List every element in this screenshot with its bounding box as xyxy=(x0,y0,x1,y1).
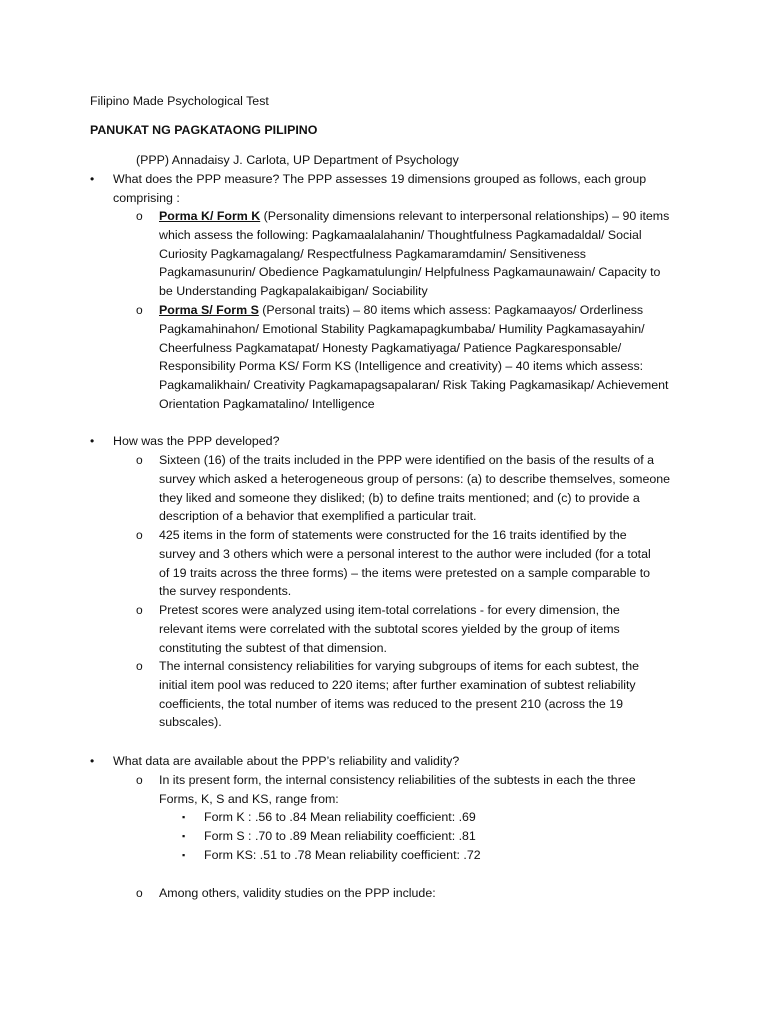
form-s-range: Form S : .70 to .89 Mean reliability coefficient: .81 xyxy=(204,829,476,843)
question-developed: How was the PPP developed? xyxy=(113,434,280,448)
text-line: Cheerfulness Pagkamatapat/ Honesty Pagkamatiyaga/ Patience Pagkaresponsable/ xyxy=(159,340,622,355)
form-k-label: Porma K/ Form K xyxy=(159,209,261,223)
text-line: Pagkamasunurin/ Obedience Pagkamatulungin/ Helpfulness Pagkamaunawain/ Capacity to xyxy=(159,265,661,280)
square-bullet-marker: ▪ xyxy=(182,850,186,860)
text-line: In its present form, the internal consistency reliabilities of the subtests in each the three xyxy=(159,773,636,787)
text-line: comprising : xyxy=(113,190,180,205)
sub-bullet-marker: o xyxy=(136,453,143,467)
form-s-label: Porma S/ Form S xyxy=(159,303,259,317)
form-k-item xyxy=(159,207,669,301)
text-line: coefficients, the total number of items was reduced to the present 210 (across the 19 xyxy=(159,696,623,711)
text-line: Curiosity Pagkamagalang/ Respectfulness Pagkamaramdamin/ Sensitiveness xyxy=(159,246,586,261)
text-line: relevant items were correlated with the subtotal scores yielded by the group of items xyxy=(159,621,620,636)
bullet-marker: • xyxy=(90,434,95,448)
development-item xyxy=(159,601,620,657)
development-item xyxy=(159,526,651,601)
text-line: survey and 3 others which were a personal interest to the author were included (for a total xyxy=(159,546,651,561)
text-line: the survey respondents. xyxy=(159,584,292,599)
text-line: The internal consistency reliabilities for varying subgroups of items for each subtest, the xyxy=(159,659,640,673)
sub-bullet-marker: o xyxy=(136,528,143,542)
question-measure xyxy=(113,170,646,208)
sub-bullet-marker: o xyxy=(136,773,143,787)
sub-bullet-marker: o xyxy=(136,303,143,317)
square-bullet-marker: ▪ xyxy=(182,812,186,822)
sub-bullet-marker: o xyxy=(136,659,143,673)
form-k-description: (Personality dimensions relevant to interpersonal relationships) – 90 items xyxy=(260,209,670,223)
text-line: 425 items in the form of statements were constructed for the 16 traits identified by the xyxy=(159,528,627,542)
document-title: Filipino Made Psychological Test xyxy=(90,94,269,108)
sub-bullet-marker: o xyxy=(136,603,143,617)
reliability-item xyxy=(159,771,636,809)
sub-bullet-marker: o xyxy=(136,209,143,223)
author-line: (PPP) Annadaisy J. Carlota, UP Department of Psychology xyxy=(136,153,459,167)
text-line: be Understanding Pagkapalakaibigan/ Sociability xyxy=(159,284,428,299)
text-line: Sixteen (16) of the traits included in the PPP were identified on the basis of the results of a xyxy=(159,453,654,467)
text-line: they liked and someone they disliked; (b) to define traits mentioned; and (c) to provide a xyxy=(159,490,640,505)
text-line: survey which asked a heterogeneous group of persons: (a) to describe themselves, someone xyxy=(159,471,671,486)
validity-item: Among others, validity studies on the PPP include: xyxy=(159,886,436,900)
sub-bullet-marker: o xyxy=(136,886,143,900)
text-line: initial item pool was reduced to 220 items; after further examination of subtest reliability xyxy=(159,677,636,692)
text-line: Pagkamahinahon/ Emotional Stability Pagkamapagkumbaba/ Humility Pagkamasayahin/ xyxy=(159,321,645,336)
text-line: subscales). xyxy=(159,715,222,730)
text-line: Forms, K, S and KS, range from: xyxy=(159,791,339,806)
text-line: constituting the subtest of that dimension. xyxy=(159,640,387,655)
text-line: of 19 traits across the three forms) – the items were pretested on a sample comparable to xyxy=(159,565,651,580)
form-k-range: Form K : .56 to .84 Mean reliability coefficient: .69 xyxy=(204,810,476,824)
form-ks-range: Form KS: .51 to .78 Mean reliability coefficient: .72 xyxy=(204,848,481,862)
text-line: description of a behavior that exemplified a particular trait. xyxy=(159,509,477,524)
bullet-marker: • xyxy=(90,754,95,768)
form-s-description: (Personal traits) – 80 items which assess: Pagkamaayos/ Orderliness xyxy=(258,303,644,317)
form-s-item xyxy=(159,301,668,414)
development-item xyxy=(159,657,639,732)
text-line: What does the PPP measure? The PPP assesses 19 dimensions grouped as follows, each group xyxy=(113,172,647,186)
document-heading: PANUKAT NG PAGKATAONG PILIPINO xyxy=(90,123,318,137)
question-reliability: What data are available about the PPP’s reliability and validity? xyxy=(113,754,460,768)
bullet-marker: • xyxy=(90,172,95,186)
text-line: which assess the following: Pagkamaalalahanin/ Thoughtfulness Pagkamadaldal/ Social xyxy=(159,227,642,242)
text-line: Pagkamalikhain/ Creativity Pagkamapagsapalaran/ Risk Taking Pagkamasikap/ Achievement xyxy=(159,378,669,393)
square-bullet-marker: ▪ xyxy=(182,831,186,841)
development-item xyxy=(159,451,670,526)
text-line: Orientation Pagkamatalino/ Intelligence xyxy=(159,396,375,411)
text-line: Responsibility Porma KS/ Form KS (Intelligence and creativity) – 40 items which assess: xyxy=(159,359,644,374)
text-line: Pretest scores were analyzed using item-total correlations - for every dimension, the xyxy=(159,603,620,617)
